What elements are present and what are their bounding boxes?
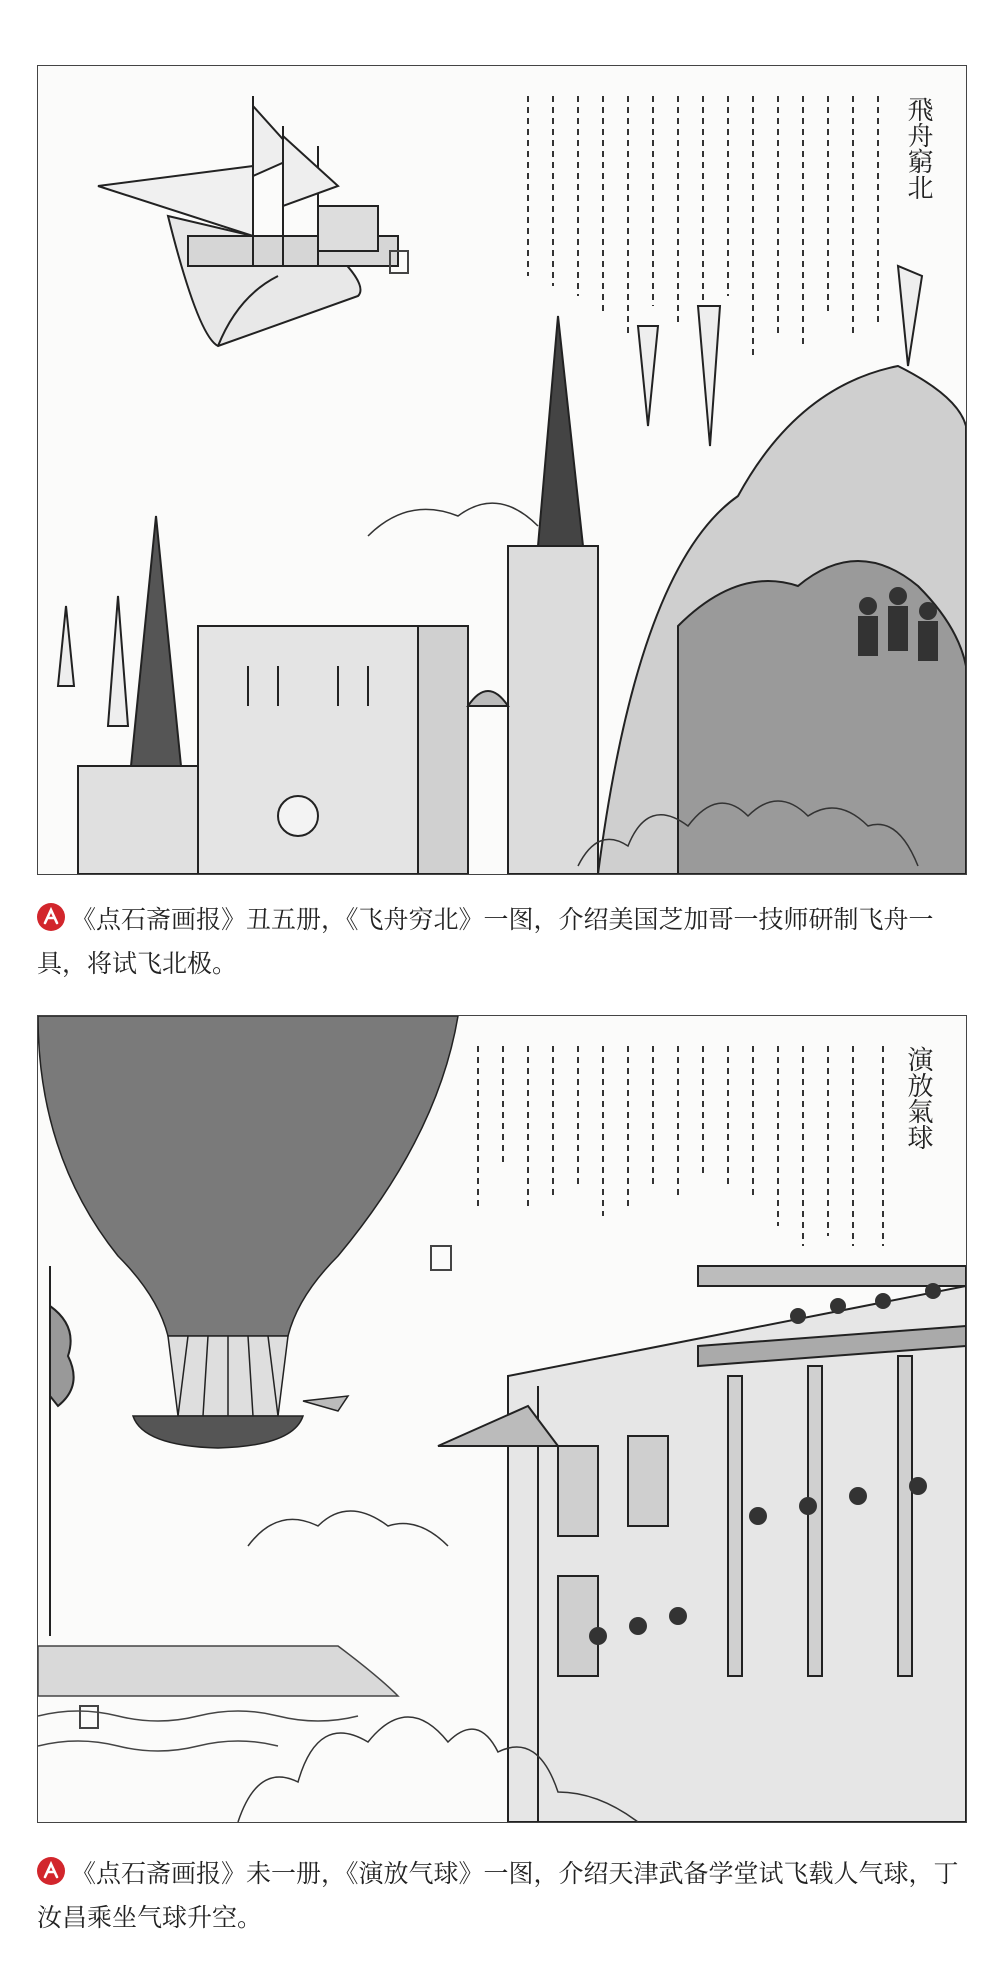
figure-caption-2 xyxy=(37,1852,965,1940)
red-circle-a-icon xyxy=(37,1857,65,1885)
illustration-flying-ship xyxy=(37,65,967,875)
artist-seal xyxy=(80,1706,98,1728)
water-waves xyxy=(38,1646,398,1751)
inscription-text-block xyxy=(478,1046,883,1246)
figure-caption-1 xyxy=(37,898,965,986)
illustration-title: 演放氣球 xyxy=(903,1046,933,1150)
caption-text: 《点石斋画报》未一册，《演放气球》一图，介绍天津武备学堂试飞载人气球，丁汝昌乘坐气球升空。 xyxy=(37,1859,959,1932)
hot-air-balloon xyxy=(38,1016,458,1448)
red-circle-a-icon xyxy=(37,903,65,931)
artist-seal xyxy=(431,1246,451,1270)
flag-pole xyxy=(50,1266,74,1636)
flying-ship xyxy=(98,96,398,346)
church-building xyxy=(78,316,598,874)
caption-text: 《点石斋画报》丑五册，《飞舟穷北》一图，介绍美国芝加哥一技师研制飞舟一具，将试飞北极。 xyxy=(37,905,934,978)
academy-building xyxy=(438,1266,966,1822)
illustration-title: 飛舟窮北 xyxy=(903,96,933,200)
illustration-balloon xyxy=(37,1015,967,1823)
